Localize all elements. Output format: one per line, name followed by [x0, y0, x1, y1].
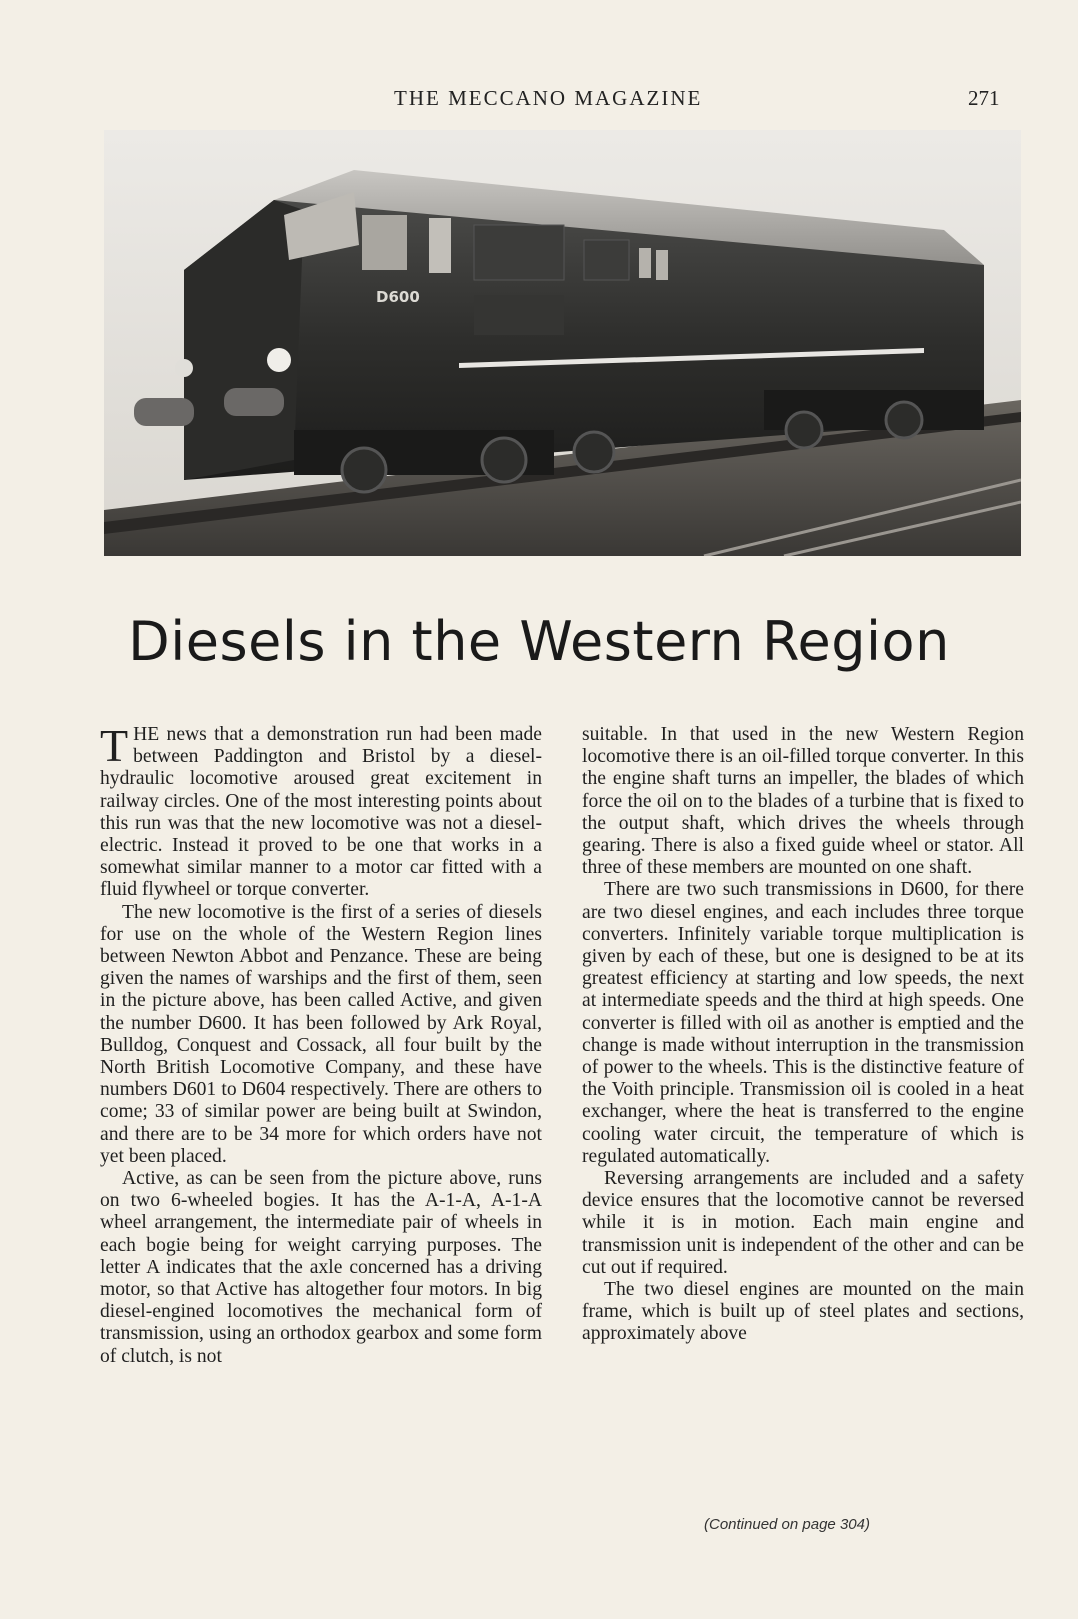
left-column: [100, 720, 542, 1368]
article-title: Diesels in the Western Region: [128, 610, 950, 673]
continued-note: (Continued on page 304): [704, 1516, 870, 1533]
paragraph: Reversing arrangements are included and a safety device ensures that the locomotive cannot be reversed while it is in motion. Each main engine and transmission unit is independent of the other and can be cut out if required.: [582, 1168, 1024, 1278]
paragraph: THE news that a demonstration run had been made between Paddington and Bristol by a diesel-hydraulic locomotive aroused great excitement in railway circles. One of the most interesting points about this run was that the new locomotive was not a diesel-electric. Instead it proved to be one that works in a somewhat similar manner to a motor car fitted with a fluid flywheel or torque converter.: [100, 720, 542, 901]
paragraph: suitable. In that used in the new Western Region locomotive there is an oil-filled torque converter. In this the engine shaft turns an impeller, the blades of which force the oil on to the blades of a turbine that is fixed to the output shaft, which drives the wheels through gearing. There is also a fixed guide wheel or stator. All three of these members are mounted on one shaft.: [582, 724, 1024, 879]
number-plate: D600: [376, 288, 420, 306]
right-column: [582, 724, 1024, 1346]
locomotive-photo: [104, 130, 1021, 556]
drop-cap: T: [100, 720, 129, 771]
locomotive-illustration: [104, 130, 1021, 556]
page-number: 271: [968, 86, 1000, 110]
paragraph: The two diesel engines are mounted on the main frame, which is built up of steel plates and sections, approximately above: [582, 1279, 1024, 1345]
paragraph: There are two such transmissions in D600, for there are two diesel engines, and each includes three torque converters. Infinitely variable torque multiplication is given by each of these, but one is designed to be at its greatest efficiency at starting and low speeds, the next at intermediate speeds and the third at high speeds. One converter is filled with oil as another is emptied and the change is made without interruption in the transmission of power to the wheels. This is the distinctive feature of the Voith principle. Transmission oil is cooled in a heat exchanger, where the heat is transferred to the engine cooling water circuit, the temperature of which is regulated automatically.: [582, 879, 1024, 1167]
paragraph: Active, as can be seen from the picture above, runs on two 6-wheeled bogies. It has the A-1-A, A-1-A wheel arrangement, the intermediate pair of wheels in each bogie being for weight carrying purposes. The letter A indicates that the axle concerned has a driving motor, so that Active has altogether four motors. In big diesel-engined locomotives the mechanical form of transmission, using an orthodox gearbox and some form of clutch, is not: [100, 1168, 542, 1367]
paragraph: The new locomotive is the first of a series of diesels for use on the whole of the Western Region lines between Newton Abbot and Penzance. These are being given the names of warships and the first of them, seen in the picture above, has been called Active, and given the number D600. It has been followed by Ark Royal, Bulldog, Conquest and Cossack, all four built by the North British Locomotive Company, and these have numbers D601 to D604 respectively. There are others to come; 33 of similar power are being built at Swindon, and there are to be 34 more for which orders have not yet been placed.: [100, 901, 542, 1167]
page-header: [0, 86, 1078, 116]
running-title: THE MECCANO MAGAZINE: [394, 86, 703, 110]
